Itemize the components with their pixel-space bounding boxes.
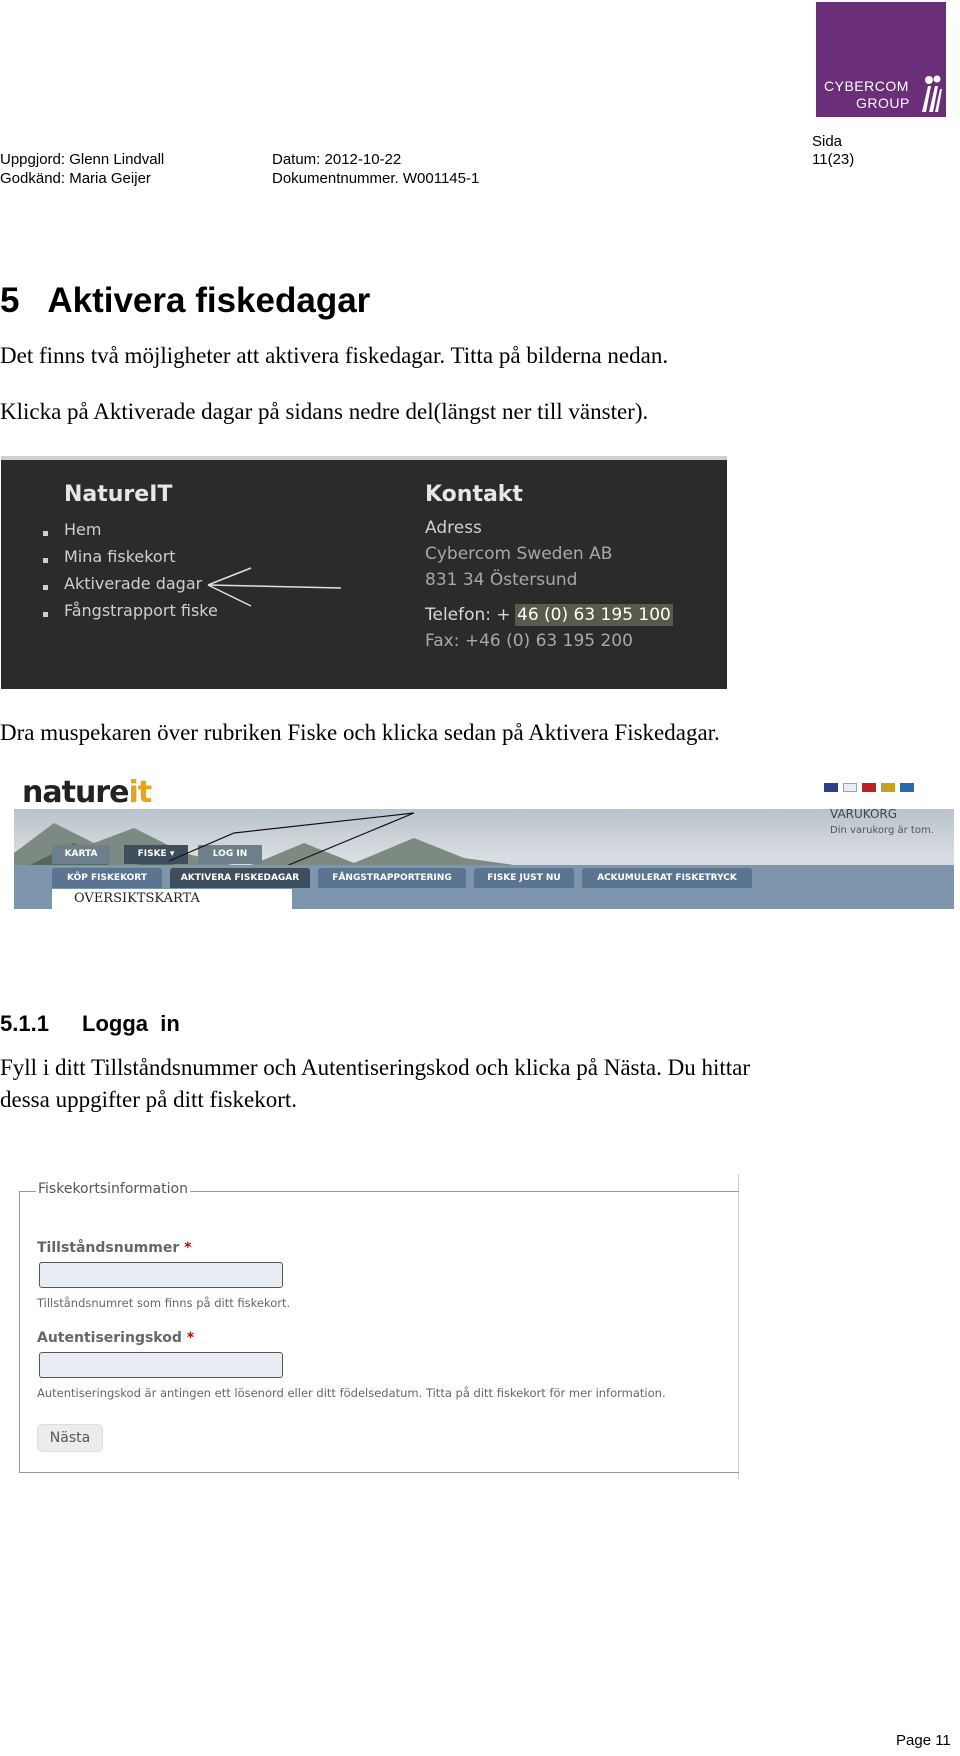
postal-address: 831 34 Östersund (425, 570, 578, 590)
autentiseringskod-label-text: Autentiseringskod (37, 1330, 182, 1346)
arrow-icon (206, 564, 346, 614)
subtab-aktivera-fiskedagar[interactable]: AKTIVERA FISKEDAGAR (170, 868, 310, 888)
footer-link-aktiverade-dagar: Aktiverade dagar (64, 574, 203, 593)
tillstandsnummer-hint: Tillståndsnumret som finns på ditt fiskekort. (37, 1296, 291, 1310)
section-paragraph-1: Det finns två möjligheter att aktivera fiskedagar. Titta på bilderna nedan. (0, 343, 669, 368)
tab-fiske[interactable]: FISKE ▾ (124, 845, 188, 864)
section-paragraph-2: Klicka på Aktiverade dagar på sidans nedre del(längst ner till vänster). (0, 399, 649, 424)
logo-line2: GROUP (856, 95, 910, 111)
page-value: 11(23) (812, 151, 855, 168)
cart-status: Din varukorg är tom. (830, 825, 934, 836)
section-heading: 5 Aktivera fiskedagar (0, 281, 371, 320)
phone-number: 46 (0) 63 195 100 (517, 605, 671, 625)
required-mark: * (184, 1240, 192, 1256)
next-button[interactable]: Nästa (37, 1424, 103, 1452)
cybercom-figures-icon (916, 74, 942, 114)
autentiseringskod-input[interactable] (39, 1352, 283, 1378)
flag-fi-icon[interactable] (843, 783, 857, 792)
flag-de-icon[interactable] (881, 783, 895, 792)
natureit-logo (22, 775, 151, 810)
footer-link-hem: Hem (64, 520, 102, 539)
page-number: Page 11 (896, 1732, 951, 1749)
subtab-fiske-just-nu[interactable]: FISKE JUST NU (474, 868, 574, 888)
bullet-icon (43, 531, 48, 536)
footer-link-mina-fiskekort: Mina fiskekort (64, 547, 176, 566)
autentiseringskod-label (37, 1330, 194, 1346)
autentiseringskod-hint: Autentiseringskod är antingen ett lösenord eller ditt födelsedatum. Titta på ditt fiskekort för mer information. (37, 1386, 666, 1400)
subsection-title: Logga in (82, 1011, 180, 1036)
navigation-screenshot (14, 773, 954, 909)
company-logo (816, 2, 946, 117)
language-flags[interactable] (824, 779, 934, 789)
fax-number: Fax: +46 (0) 63 195 200 (425, 631, 633, 651)
subtab-ackumulerat-fisketryck[interactable]: ACKUMULERAT FISKETRYCK (582, 868, 752, 888)
date-line: Datum: 2012-10-22 (272, 151, 402, 168)
subtab-fangstrapportering[interactable]: FÅNGSTRAPPORTERING (318, 868, 466, 888)
bullet-icon (43, 612, 48, 617)
required-mark: * (186, 1330, 195, 1346)
bullet-icon (43, 585, 48, 590)
flag-uk-icon[interactable] (824, 783, 838, 792)
login-form-screenshot (14, 1174, 739, 1479)
footer-link-fangstrapport: Fångstrapport fiske (64, 601, 218, 620)
overview-map-link[interactable]: OVERSIKTSKARTA (74, 891, 200, 906)
address-label: Adress (425, 518, 482, 538)
logo-main: nature (22, 775, 129, 810)
subtab-kop-fiskekort[interactable]: KÖP FISKEKORT (52, 868, 162, 888)
flag-se-icon[interactable] (900, 783, 914, 792)
phone-label: Telefon: + (425, 605, 511, 625)
kontakt-title: Kontakt (425, 482, 523, 507)
logo-it: it (128, 775, 152, 810)
approver-line: Godkänd: Maria Geijer (0, 170, 151, 187)
tab-log-in[interactable]: LOG IN (198, 845, 262, 864)
company-name: Cybercom Sweden AB (425, 544, 613, 564)
subsection-number: 5.1.1 (0, 1011, 49, 1036)
cart-title[interactable]: VARUKORG (830, 807, 898, 821)
tillstandsnummer-input[interactable] (39, 1262, 283, 1288)
natureit-title: NatureIT (64, 482, 173, 507)
subsection-paragraph-2: dessa uppgifter på ditt fiskekort. (0, 1087, 298, 1112)
docnum-line: Dokumentnummer. W001145-1 (272, 170, 480, 187)
tillstandsnummer-label (37, 1240, 191, 1256)
logo-line1: CYBERCOM (824, 78, 909, 94)
tillstandsnummer-label-text: Tillståndsnummer (37, 1240, 180, 1256)
subsection-paragraph-1: Fyll i ditt Tillståndsnummer och Autentiseringskod och klicka på Nästa. Du hittar (0, 1055, 750, 1080)
fieldset-legend: Fiskekortsinformation (38, 1181, 188, 1197)
bullet-icon (43, 558, 48, 563)
footer-screenshot (1, 456, 727, 689)
tab-karta[interactable]: KARTA (52, 845, 110, 864)
flag-no-icon[interactable] (862, 783, 876, 792)
section-paragraph-3: Dra muspekaren över rubriken Fiske och klicka sedan på Aktivera Fiskedagar. (0, 720, 720, 745)
author-line: Uppgjord: Glenn Lindvall (0, 151, 165, 168)
arrow-icon (164, 811, 424, 871)
page-label: Sida (812, 133, 843, 150)
